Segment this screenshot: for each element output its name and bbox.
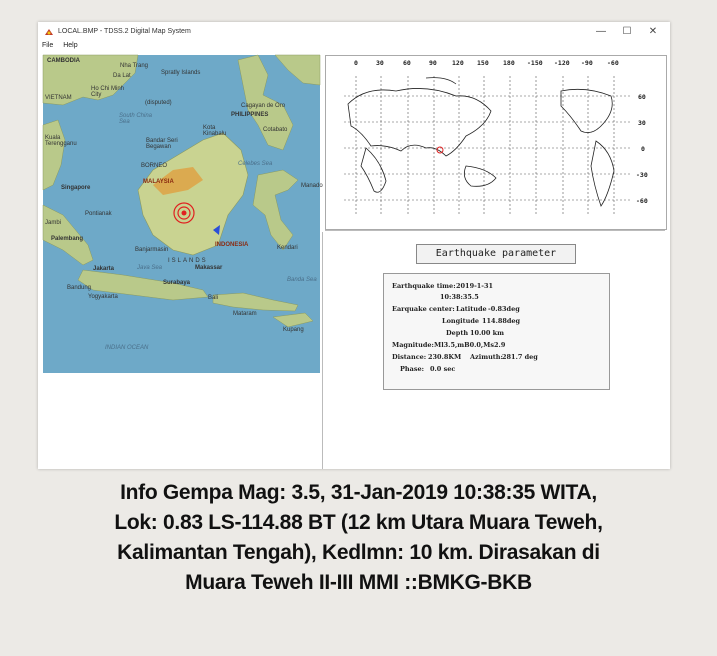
map-label-philippines: PHILIPPINES	[231, 112, 269, 118]
map-label-indian-ocean: INDIAN OCEAN	[105, 345, 149, 351]
menu-help[interactable]: Help	[63, 42, 78, 49]
world-map-graphic	[326, 56, 666, 229]
menu-file[interactable]: File	[42, 42, 54, 49]
map-label-celebes-sea: Celebes Sea	[238, 161, 273, 167]
map-label-pontianak: Pontianak	[85, 211, 112, 217]
lat-tick-30: 30	[638, 119, 646, 127]
earthquake-info-caption	[20, 478, 697, 598]
longitude-value: 114.88deg	[482, 317, 521, 325]
map-label-bandar-seri: Bandar Seri Begawan	[146, 138, 178, 150]
maximize-button[interactable]: ☐	[622, 26, 632, 37]
map-label-kupang: Kupang	[283, 327, 304, 333]
magnitude-value: Ml3.5,mB0.0,Ms2.9	[434, 341, 506, 349]
map-label-kendari: Kendari	[277, 245, 298, 251]
menu-bar	[42, 42, 86, 54]
pane-divider-vertical	[322, 232, 323, 469]
map-label-indonesia: INDONESIA	[215, 242, 249, 248]
azimuth-label: Azimuth:	[470, 353, 503, 361]
map-label-kota-kinabalu: Kota Kinabalu	[203, 125, 227, 137]
map-label-manado: Manado	[301, 183, 323, 189]
regional-map[interactable]	[43, 55, 323, 373]
azimuth-value: 281.7 deg	[502, 353, 538, 361]
lon-tick-m150: -150	[527, 59, 543, 67]
map-label-vietnam: VIETNAM	[45, 95, 72, 101]
map-label-cagayan: Cagayan de Oro	[241, 103, 286, 109]
map-label-kuala: Kuala Terengganu	[45, 135, 77, 147]
lat-tick-m60: -60	[636, 197, 648, 205]
map-label-singapore: Singapore	[61, 185, 91, 191]
lon-tick-180: 180	[503, 59, 515, 67]
world-map[interactable]	[325, 55, 667, 230]
earthquake-parameter-button[interactable]: Earthquake parameter	[416, 244, 576, 264]
map-label-nha-trang: Nha Trang	[120, 63, 149, 69]
earthquake-parameter-panel	[383, 273, 610, 390]
map-label-banjarmasin: Banjarmasin	[135, 247, 169, 253]
map-label-ho-chi-minh: Ho Chi Minh City	[91, 86, 125, 98]
lon-tick-120: 120	[452, 59, 464, 67]
lon-tick-0: 0	[354, 59, 358, 67]
lon-tick-60: 60	[403, 59, 411, 67]
time-date-value: 2019-1-31	[456, 282, 494, 290]
map-label-cotabato: Cotabato	[263, 127, 288, 133]
map-label-bandung: Bandung	[67, 285, 92, 291]
caption-line-3: Kalimantan Tengah), Kedlmn: 10 km. Dirasakan di	[117, 541, 600, 564]
map-label-disputed: (disputed)	[145, 100, 172, 106]
map-label-malaysia: MALAYSIA	[143, 179, 174, 185]
map-label-jambi: Jambi	[45, 220, 62, 226]
map-label-jakarta: Jakarta	[93, 266, 115, 272]
map-label-south-china-sea: South China Sea	[119, 113, 153, 125]
lat-tick-60: 60	[638, 93, 646, 101]
map-label-da-lat: Da Lat	[113, 73, 131, 79]
depth-label: Depth	[446, 329, 469, 337]
latitude-value: -0.83deg	[488, 305, 520, 313]
map-label-cambodia: CAMBODIA	[47, 58, 80, 64]
map-label-palembang: Palembang	[51, 236, 84, 242]
latitude-label: Latitude	[456, 305, 487, 313]
lon-tick-m90: -90	[581, 59, 593, 67]
distance-value: 230.8KM	[428, 353, 462, 361]
time-clock-value: 10:38:35.5	[440, 293, 479, 301]
lon-tick-90: 90	[429, 59, 437, 67]
distance-label: Distance:	[392, 353, 427, 361]
longitude-label: Longitude	[442, 317, 480, 325]
window-title: LOCAL.BMP - TDSS.2 Digital Map System	[58, 28, 191, 35]
caption-line-2: Lok: 0.83 LS-114.88 BT (12 km Utara Muara Teweh,	[114, 511, 603, 534]
caption-line-1: Info Gempa Mag: 3.5, 31-Jan-2019 10:38:35 WITA,	[120, 481, 597, 504]
app-window	[38, 22, 670, 469]
close-button[interactable]: ✕	[648, 26, 658, 37]
phase-label: Phase:	[400, 365, 425, 373]
map-label-makassar: Makassar	[195, 265, 223, 271]
title-bar	[38, 22, 670, 42]
lon-tick-m60: -60	[607, 59, 619, 67]
time-label: Earthquake time:	[392, 282, 456, 290]
map-label-yogyakarta: Yogyakarta	[88, 294, 118, 300]
minimize-button[interactable]: —	[596, 26, 606, 37]
pane-divider-horizontal	[325, 230, 665, 231]
center-label: Earquake center:	[392, 305, 455, 313]
map-label-sunda-islands: ISLANDS	[168, 258, 208, 264]
depth-value: 10.00 km	[470, 329, 504, 337]
map-label-surabaya: Surabaya	[163, 280, 191, 286]
map-label-banda-sea: Banda Sea	[287, 277, 317, 283]
caption-line-4: Muara Teweh II-III MMI ::BMKG-BKB	[185, 571, 532, 594]
phase-value: 0.0 sec	[430, 365, 456, 373]
map-label-borneo: BORNEO	[141, 163, 168, 169]
lon-tick-m120: -120	[554, 59, 570, 67]
world-map-right-ticks	[634, 56, 664, 229]
world-map-top-ticks	[326, 59, 666, 69]
lon-tick-30: 30	[376, 59, 384, 67]
map-label-mataram: Mataram	[233, 311, 257, 317]
magnitude-label: Magnitude:	[392, 341, 434, 349]
map-label-bali: Bali	[208, 295, 219, 301]
lat-tick-0: 0	[641, 145, 645, 153]
map-label-spratly: Spratly Islands	[161, 70, 201, 76]
app-logo-icon	[44, 27, 54, 37]
lat-tick-m30: -30	[636, 171, 648, 179]
map-label-java-sea: Java Sea	[137, 265, 163, 271]
lon-tick-150: 150	[477, 59, 489, 67]
